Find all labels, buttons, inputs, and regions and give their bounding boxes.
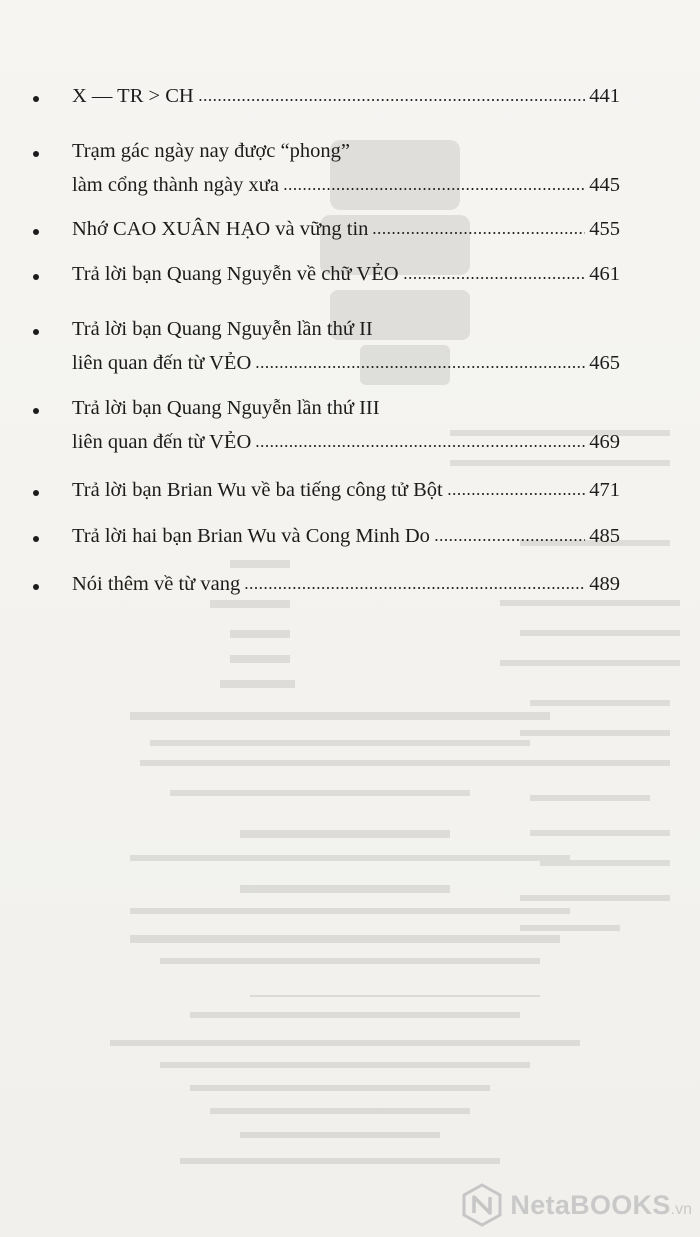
toc-entry-title: Trạm gác ngày nay được “phong” — [72, 140, 350, 162]
toc-page-number: 461 — [589, 263, 620, 285]
toc-line — [72, 264, 620, 285]
toc-entry-title: X — TR > CH — [72, 85, 194, 107]
bullet-icon — [30, 405, 42, 417]
bullet-icon — [30, 487, 42, 499]
toc-entry-title: Trả lời bạn Brian Wu về ba tiếng công tử Bột — [72, 479, 443, 501]
toc-line — [72, 319, 620, 340]
dot-leader — [372, 231, 585, 235]
bullet-icon — [30, 148, 42, 160]
netabooks-logo-icon — [460, 1183, 504, 1227]
bullet-icon — [30, 581, 42, 593]
bullet-icon — [30, 533, 42, 545]
dot-leader — [434, 538, 585, 542]
toc-page-number: 441 — [589, 85, 620, 107]
toc-entry-title-continued: làm cổng thành ngày xưa — [72, 174, 279, 196]
toc-line — [72, 219, 620, 240]
toc-page-number: 471 — [589, 479, 620, 501]
toc-entry — [30, 141, 620, 201]
toc-entry-title-continued: liên quan đến từ VẺO — [72, 352, 252, 374]
dot-leader — [283, 187, 585, 191]
toc-entry — [30, 526, 620, 556]
toc-entry-title: Nhớ CAO XUÂN HẠO và vững tin — [72, 218, 369, 240]
toc-line — [72, 175, 620, 196]
toc-line — [72, 86, 620, 107]
toc-entry — [30, 264, 620, 294]
toc-line — [72, 526, 620, 547]
toc-page-number: 455 — [589, 218, 620, 240]
bullet-icon — [30, 226, 42, 238]
toc-line — [72, 574, 620, 595]
toc-entry — [30, 319, 620, 379]
toc-entry — [30, 219, 620, 249]
dot-leader — [255, 444, 585, 448]
dot-leader — [447, 492, 586, 496]
toc-entry — [30, 480, 620, 510]
toc-page-number: 485 — [589, 525, 620, 547]
bullet-icon — [30, 271, 42, 283]
toc-entry — [30, 86, 620, 116]
toc-entry-title: Trả lời hai bạn Brian Wu và Cong Minh Do — [72, 525, 430, 547]
toc-entry-title: Trả lời bạn Quang Nguyễn lần thứ III — [72, 397, 380, 419]
watermark-domain-suffix: .vn — [670, 1201, 692, 1218]
dot-leader — [255, 365, 585, 369]
toc-entry-title: Trả lời bạn Quang Nguyễn lần thứ II — [72, 318, 373, 340]
toc-page-number: 469 — [589, 431, 620, 453]
toc-line — [72, 432, 620, 453]
toc-line — [72, 398, 620, 419]
toc-entry — [30, 574, 620, 604]
toc-entry-title: Nói thêm về từ vang — [72, 573, 241, 595]
toc-page-number: 465 — [589, 352, 620, 374]
dot-leader — [244, 586, 585, 590]
toc-line — [72, 141, 620, 162]
toc-line — [72, 353, 620, 374]
dot-leader — [198, 98, 586, 102]
toc-entry-title-continued: liên quan đến từ VẺO — [72, 431, 252, 453]
toc-line — [72, 480, 620, 501]
toc-entry — [30, 398, 620, 458]
toc-page-number: 489 — [589, 573, 620, 595]
watermark-brand: NetaBOOKS — [510, 1189, 671, 1220]
netabooks-watermark — [460, 1183, 692, 1227]
dot-leader — [403, 276, 586, 280]
bullet-icon — [30, 93, 42, 105]
toc-page-number: 445 — [589, 174, 620, 196]
toc-entry-title: Trả lời bạn Quang Nguyễn về chữ VẺO — [72, 263, 399, 285]
bullet-icon — [30, 326, 42, 338]
